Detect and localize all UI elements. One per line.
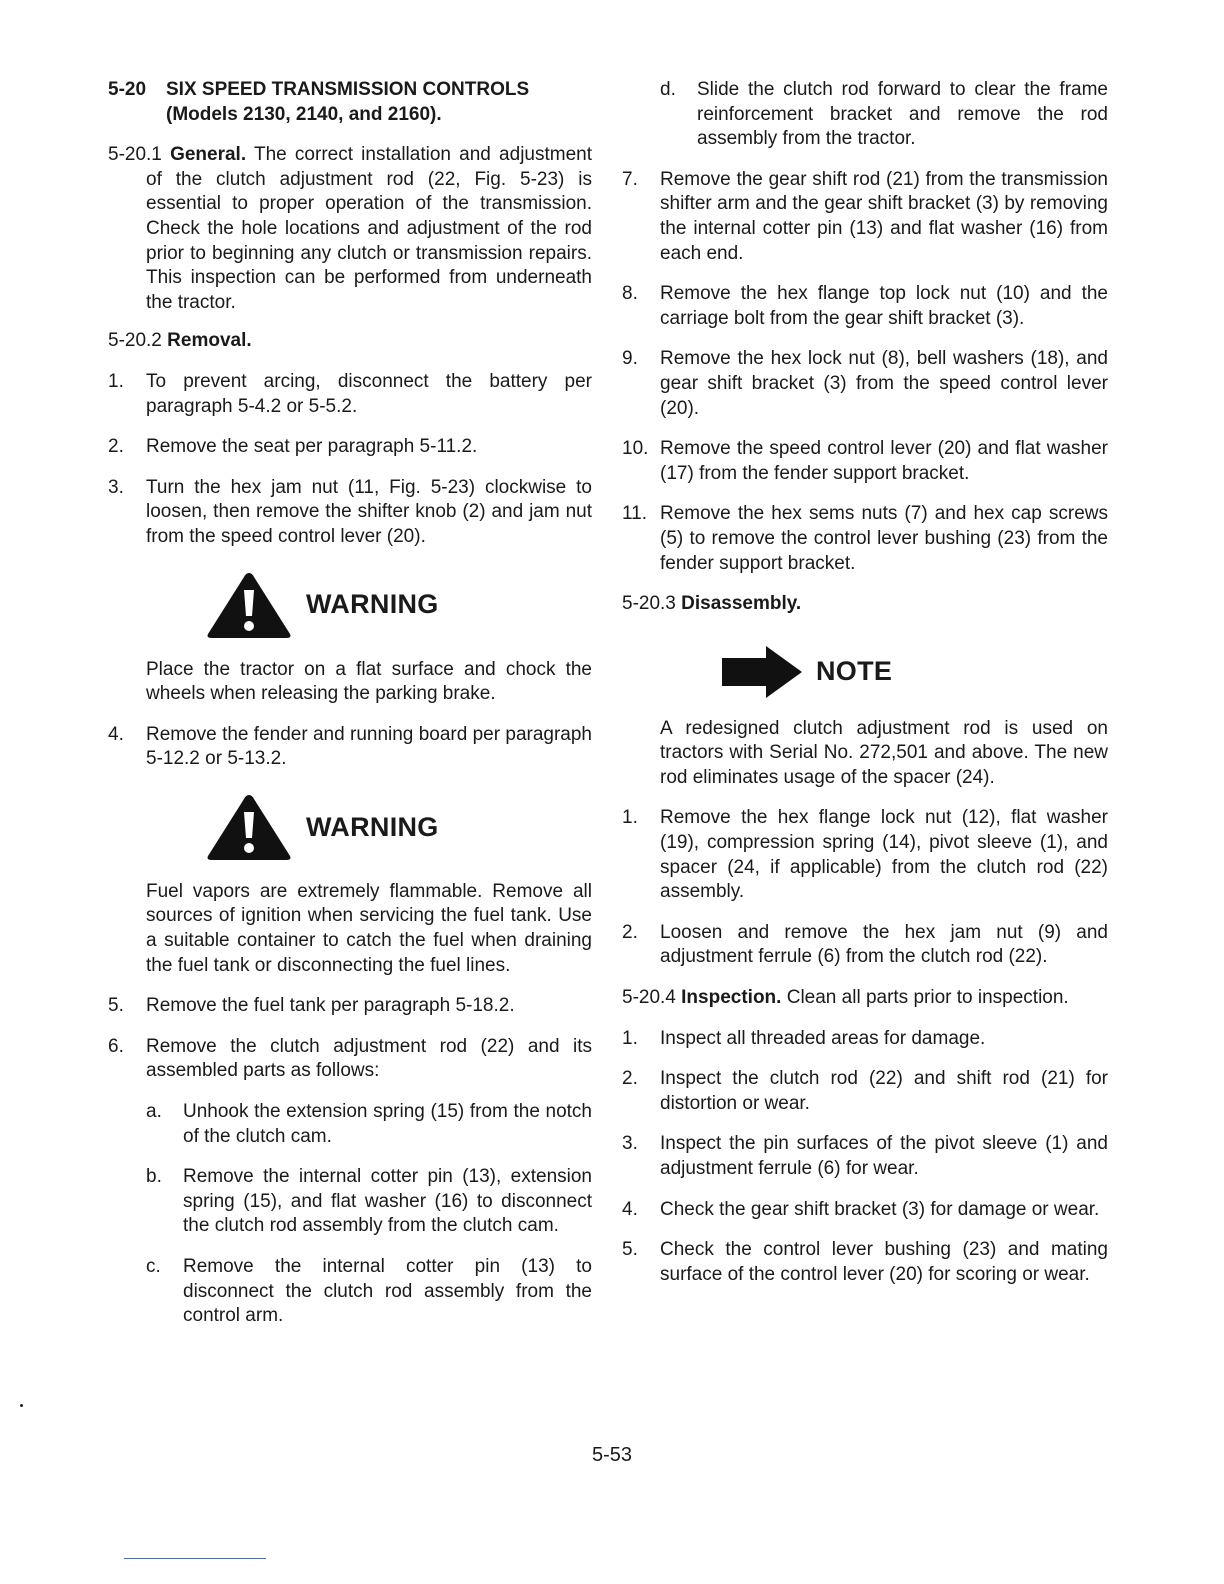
note-label: NOTE — [816, 656, 893, 687]
right-column — [622, 78, 1108, 1287]
warning-callout — [108, 572, 592, 638]
warning-triangle-icon — [206, 792, 292, 862]
list-item: 10. Remove the speed control lever (20) and flat washer (17) from the fender support bracket. — [622, 438, 1108, 484]
list-item: 8. Remove the hex flange top lock nut (10) and the carriage bolt from the gear shift bracket (3). — [622, 283, 1108, 329]
sub-list-item: c. Remove the internal cotter pin (13) to disconnect the clutch rod assembly from the control arm. — [146, 1256, 592, 1327]
list-item: 5. Remove the fuel tank per paragraph 5-18.2. — [108, 995, 515, 1017]
section-title-line1: SIX SPEED TRANSMISSION CONTROLS — [166, 79, 530, 100]
list-item: 1. To prevent arcing, disconnect the battery per paragraph 5-4.2 or 5-5.2. — [108, 370, 592, 417]
general-paragraph — [108, 143, 592, 315]
list-item: 6. Remove the clutch adjustment rod (22) and its assembled parts as follows: — [108, 1035, 592, 1082]
inspection-number: 5-20.4 — [622, 987, 676, 1009]
left-column — [108, 78, 592, 1329]
list-item: 1. Remove the hex flange lock nut (12), flat washer (19), compression spring (14), pivot sleeve (1), and spacer (24, if applicable) from the clutch rod (22) assembly. — [622, 807, 1108, 903]
warning-label: WARNING — [306, 811, 439, 842]
note-arrow-icon — [722, 646, 802, 698]
section-title-line2: (Models 2130, 2140, and 2160). — [166, 103, 442, 125]
list-item: 5. Check the control lever bushing (23) and mating surface of the control lever (20) for scoring or wear. — [622, 1239, 1108, 1285]
general-number: 5-20.1 — [108, 144, 162, 166]
removal-heading: 5-20.2 Removal. — [108, 330, 252, 352]
list-item: 2. Loosen and remove the hex jam nut (9) and adjustment ferrule (6) from the clutch rod (22). — [622, 921, 1108, 968]
section-heading — [108, 78, 592, 127]
disassembly-heading: 5-20.3 Disassembly. — [622, 593, 802, 615]
removal-number: 5-20.2 — [108, 330, 162, 352]
sub-list-item: a. Unhook the extension spring (15) from the notch of the clutch cam. — [146, 1101, 592, 1147]
inspection-paragraph: 5-20.4 Inspection. Clean all parts prior to inspection. — [622, 987, 1069, 1009]
warning-callout — [108, 794, 592, 860]
warning-text: Place the tractor on a flat surface and chock the wheels when releasing the parking brake. — [146, 658, 592, 705]
list-item: 2. Inspect the clutch rod (22) and shift rod (21) for distortion or wear. — [622, 1068, 1108, 1114]
page-number: 5-53 — [591, 1444, 633, 1466]
inspection-heading: Inspection. — [681, 987, 782, 1009]
list-item: 4. Remove the fender and running board per paragraph 5-12.2 or 5-13.2. — [108, 723, 592, 770]
general-text: The correct installation and adjustment of the clutch adjustment rod (22, Fig. 5-23) is essential to proper operation of the transmission. Check the hole locations and adjustment of the rod prior to beginning any clutch or transmission repairs. This inspection can be performed from underneath the tractor. — [146, 144, 593, 313]
section-number: 5-20 — [108, 79, 147, 100]
general-heading: General. — [170, 144, 247, 166]
disassembly-number: 5-20.3 — [622, 593, 676, 615]
list-item: 3. Inspect the pin surfaces of the pivot sleeve (1) and adjustment ferrule (6) for wear. — [622, 1133, 1108, 1179]
sub-list-item: b. Remove the internal cotter pin (13), extension spring (15), and flat washer (16) to disconnect the clutch rod assembly from the clutch cam. — [146, 1166, 592, 1237]
note-text: A redesigned clutch adjustment rod is used on tractors with Serial No. 272,501 and above. The new rod eliminates usage of the spacer (24). — [660, 717, 1108, 788]
list-item: 2. Remove the seat per paragraph 5-11.2. — [108, 436, 478, 458]
list-item: 11. Remove the hex sems nuts (7) and hex cap screws (5) to remove the control lever bushing (23) from the fender support bracket. — [622, 503, 1108, 574]
list-item: 9. Remove the hex lock nut (8), bell washers (18), and gear shift bracket (3) from the speed control lever (20). — [622, 348, 1108, 419]
warning-label: WARNING — [306, 589, 439, 620]
list-item: 4. Check the gear shift bracket (3) for damage or wear. — [622, 1198, 1100, 1220]
list-item: 3. Turn the hex jam nut (11, Fig. 5-23) clockwise to loosen, then remove the shifter knob (2) and jam nut from the speed control lever (20). — [108, 476, 592, 547]
list-item: 7. Remove the gear shift rod (21) from the transmission shifter arm and the gear shift bracket (3) by removing the internal cotter pin (13) and flat washer (16) from each end. — [622, 168, 1108, 264]
warning-triangle-icon — [206, 570, 292, 640]
note-callout — [622, 643, 1108, 701]
scan-speck — [20, 1404, 23, 1407]
list-item: 1. Inspect all threaded areas for damage. — [622, 1027, 986, 1049]
footer-rule — [124, 1558, 266, 1559]
warning-text: Fuel vapors are extremely flammable. Remove all sources of ignition when servicing the fuel tank. Use a suitable container to catch the fuel when draining the fuel tank or disconnecting the fuel lines. — [146, 880, 592, 976]
sub-list-item: d. Slide the clutch rod forward to clear the frame reinforcement bracket and remove the rod assembly from the tractor. — [660, 79, 1108, 150]
